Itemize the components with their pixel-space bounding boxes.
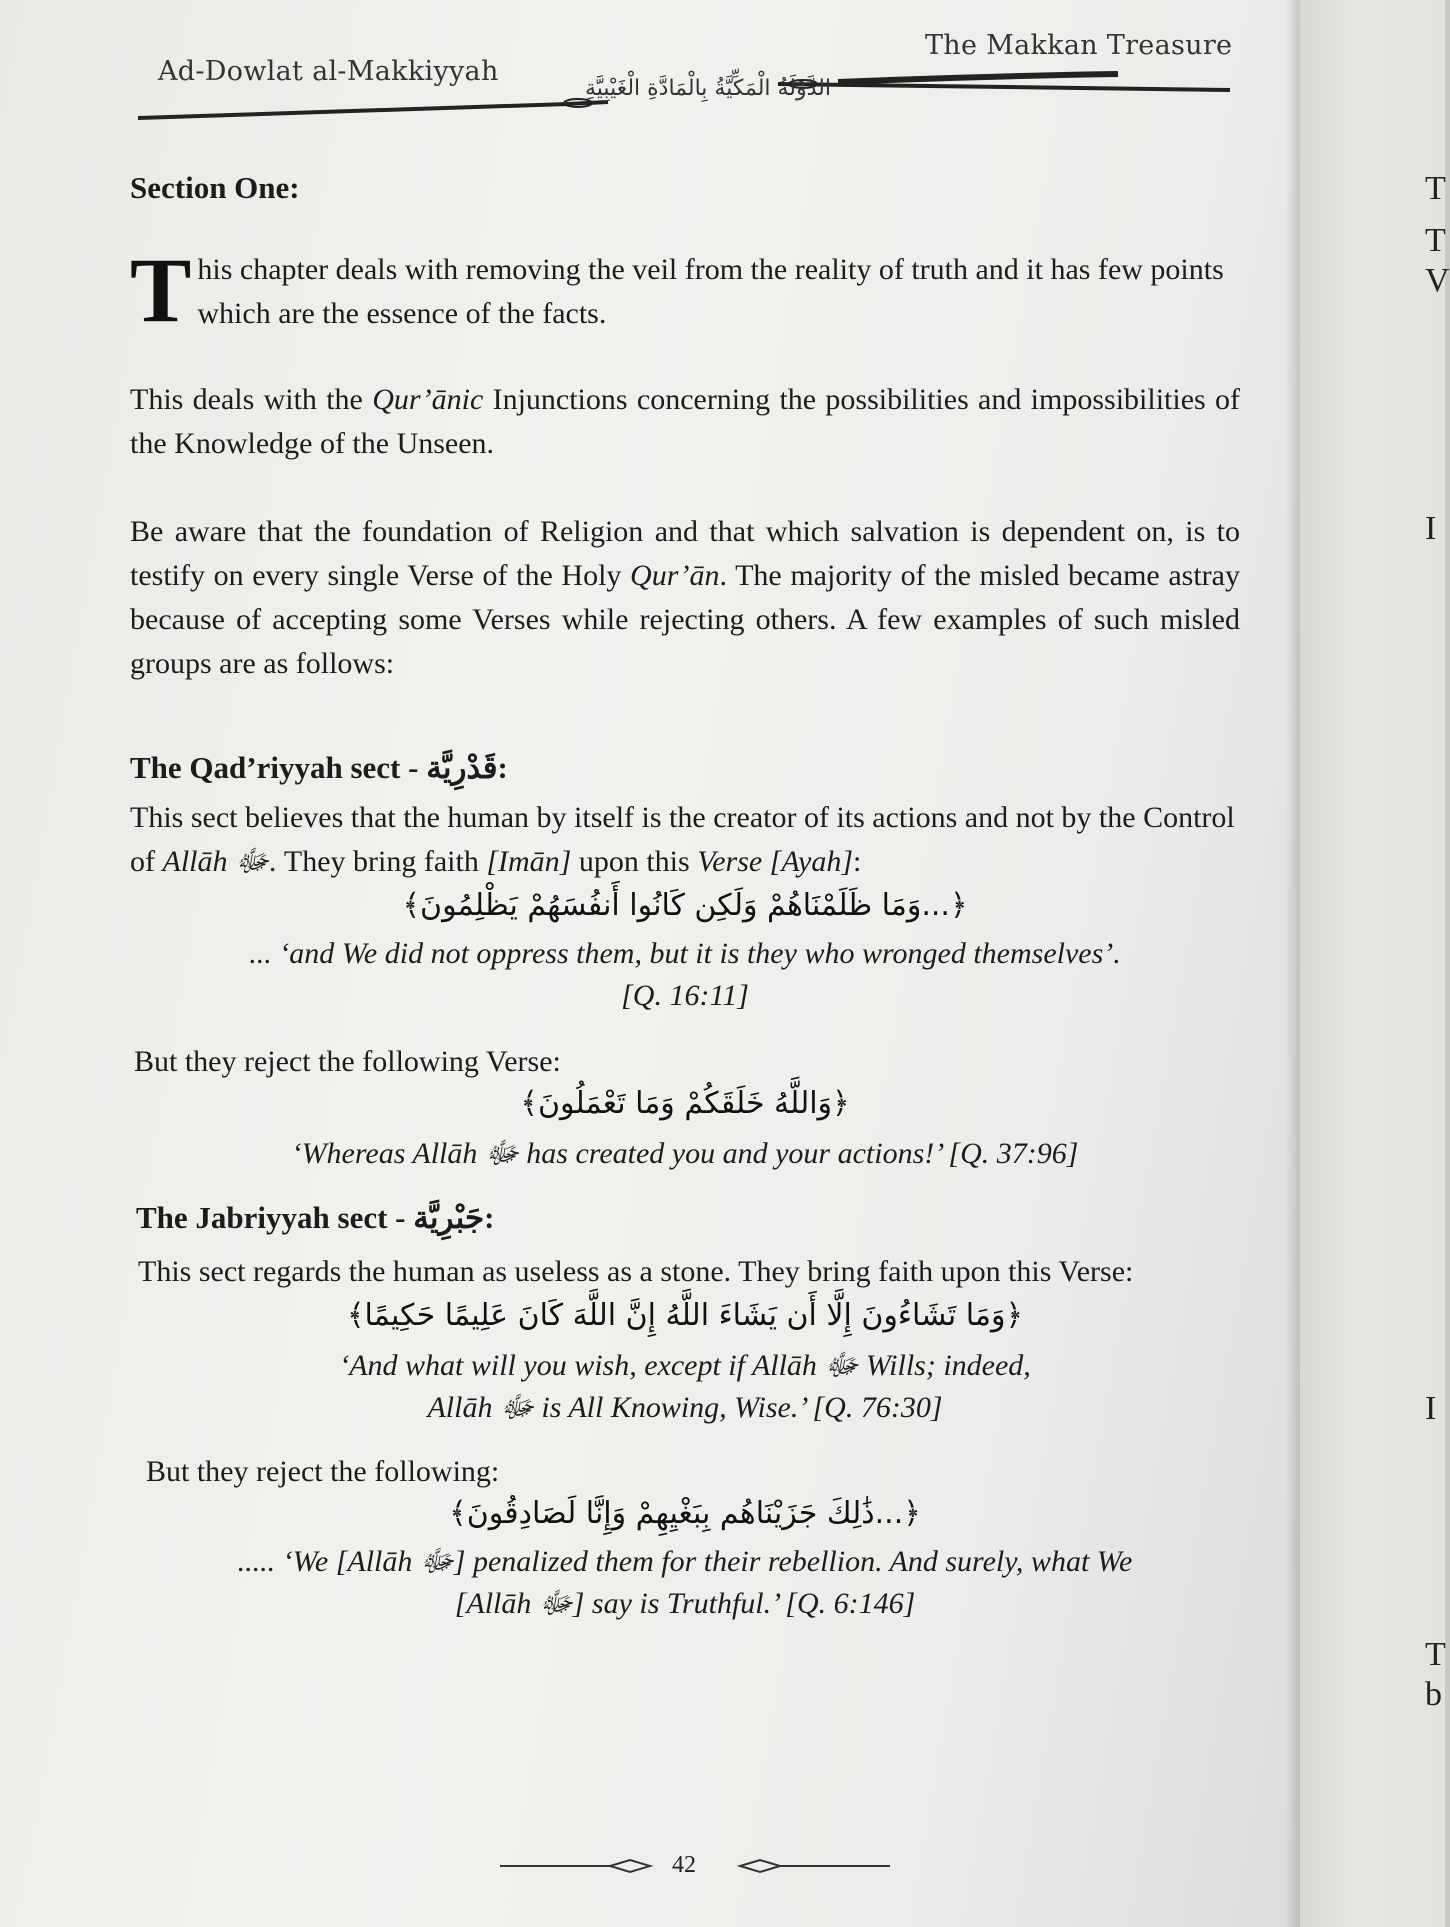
header-right-title: The Makkan Treasure [925,30,1233,61]
intro-text: his chapter deals with removing the veil from the reality of truth and it has few points which are the essence of the facts. [197,253,1224,330]
jabriyyah-verse-translation-2-line1: ..... ‘We [Allāh ﷻ] penalized them for their rebellion. And surely, what We [237,1545,1133,1578]
qadriyyah-verse-reference: [Q. 16:11] [621,979,749,1012]
drop-cap: T [130,239,192,341]
section-title: Section One: [130,170,300,205]
paragraph-foundation: Be aware that the foundation of Religion and that which salvation is dependent on, is to testify on every single Verse of the Holy Qur’ān. The majority of the misled became astray because of accepting some Verses while rejecting others. A few examples of such misled groups are as follows: [130,515,1240,680]
adjacent-page-fragment: T [1425,1636,1446,1673]
adjacent-page-fragment: T [1425,222,1446,259]
adjacent-page-fragment: I [1425,510,1437,547]
jabriyyah-description: This sect regards the human as useless as a stone. They bring faith upon this Verse: [138,1255,1134,1288]
jabriyyah-verse-translation-2-line2: [Allāh ﷻ] say is Truthful.’ [Q. 6:146] [454,1587,916,1620]
jabriyyah-heading: The Jabriyyah sect - جَبْرِيَّة: [136,1200,495,1235]
adjacent-page-fragment: b [1425,1676,1442,1713]
adjacent-page-fragment: I [1425,1390,1437,1427]
adjacent-page [1300,0,1450,1927]
jabriyyah-arabic-verse: ﴿وَمَا تَشَاءُونَ إِلَّا أَن يَشَاءَ اللَّهُ إِنَّ اللَّهَ كَانَ عَلِيمًا حَكِيمًا﴾ [346,1298,1024,1333]
jabriyyah-verse-translation-line2: Allāh ﷻ is All Knowing, Wise.’ [Q. 76:30] [427,1391,943,1424]
intro-paragraph [130,239,1240,341]
qadriyyah-verse-translation: ... ‘and We did not oppress them, but it is they who wronged themselves’. [249,937,1121,970]
jabriyyah-verse-translation-line1: ‘And what will you wish, except if Allāh ﷻ Wills; indeed, [339,1349,1031,1382]
header-arabic-title: الدَّوْلَةُ الْمَكِّيَّةُ بِالْمَادَّةِ الْغَيْبِيَّةِ [585,76,831,101]
qadriyyah-arabic-verse-2: ﴿وَاللَّهُ خَلَقَكُمْ وَمَا تَعْمَلُونَ﴾ [520,1086,850,1121]
header-left-title: Ad-Dowlat al-Makkiyyah [158,56,499,87]
jabriyyah-arabic-verse-2: ﴿...ذَٰلِكَ جَزَيْنَاهُم بِبَغْيِهِمْ وَإِنَّا لَصَادِقُونَ﴾ [449,1496,921,1531]
qadriyyah-description: This sect believes that the human by itself is the creator of its actions and not by the Control of Allāh ﷻ. They bring faith [Imān] upon this Verse [Ayah]: [130,801,1235,878]
qadriyyah-arabic-verse: ﴿...وَمَا ظَلَمْنَاهُمْ وَلَكِن كَانُوا أَنفُسَهُمْ يَظْلِمُونَ﴾ [402,888,968,923]
qadriyyah-verse-translation-2: ‘Whereas Allāh ﷻ has created you and your actions!’ [Q. 37:96] [291,1137,1079,1170]
adjacent-page-fragment: T [1425,170,1446,207]
qadriyyah-reject-line: But they reject the following Verse: [134,1045,561,1078]
adjacent-page-fragment: V [1425,262,1450,299]
jabriyyah-reject-line: But they reject the following: [146,1455,500,1488]
qadriyyah-heading: The Qad’riyyah sect - قَدْرِيَّة: [130,750,508,785]
paragraph-quranic-injunctions: This deals with the Qur’ānic Injunctions concerning the possibilities and impossibilities of the Knowledge of the Unseen. [130,383,1240,460]
page-number: 42 [672,1852,696,1878]
